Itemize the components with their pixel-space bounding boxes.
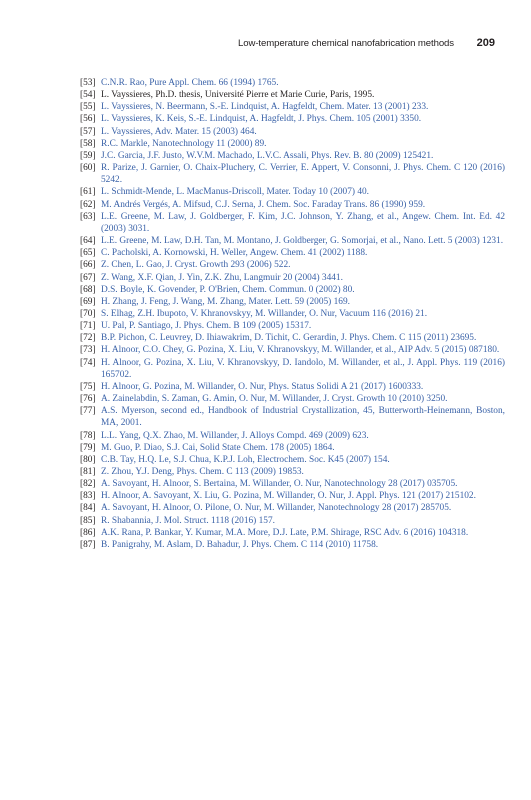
reference-item	[80, 162, 505, 186]
reference-number: [53]	[80, 78, 96, 88]
reference-number: [71]	[80, 321, 96, 332]
reference-item	[80, 126, 505, 138]
reference-link[interactable]: C.N.R. Rao, Pure Appl. Chem. 66 (1994) 1765.	[101, 78, 279, 88]
reference-number: [79]	[80, 442, 96, 453]
reference-link[interactable]: A.S. Myerson, second ed., Handbook of Industrial Crystallization, 45, Butterworth-Heinemann, Boston, MA, 2001.	[101, 406, 505, 429]
reference-link[interactable]: H. Alnoor, G. Pozina, X. Liu, V. Khranovskyy, D. Iandolo, M. Willander, et al., J. Appl. Phys. 119 (2016) 165702.	[101, 357, 505, 380]
reference-item	[80, 247, 505, 259]
reference-item	[80, 308, 505, 320]
reference-link[interactable]: U. Pal, P. Santiago, J. Phys. Chem. B 109 (2005) 15317.	[101, 321, 312, 332]
reference-number: [74]	[80, 357, 96, 368]
reference-link[interactable]: L. Vayssieres, K. Keis, S.-E. Lindquist, A. Hagfeldt, J. Phys. Chem. 105 (2001) 3350.	[101, 114, 422, 125]
reference-link[interactable]: A. Savoyant, H. Alnoor, O. Pilone, O. Nur, M. Willander, Nanotechnology 28 (2017) 285705.	[101, 503, 452, 514]
reference-item	[80, 515, 505, 527]
reference-number: [67]	[80, 272, 96, 283]
reference-number: [81]	[80, 467, 96, 477]
reference-link[interactable]: M. Andrés Vergés, A. Mifsud, C.J. Serna, J. Chem. Soc. Faraday Trans. 86 (1990) 959.	[101, 199, 426, 210]
reference-number: [80]	[80, 454, 96, 465]
page-number: 209	[476, 37, 495, 49]
reference-number: [68]	[80, 284, 96, 295]
reference-item	[80, 393, 505, 405]
reference-item	[80, 332, 505, 344]
reference-item	[80, 466, 505, 478]
reference-number: [77]	[80, 406, 96, 417]
reference-number: [83]	[80, 491, 96, 502]
reference-link[interactable]: S. Elhag, Z.H. Ibupoto, V. Khranovskyy, M. Willander, O. Nur, Vacuum 116 (2016) 21.	[101, 308, 428, 319]
reference-link[interactable]: R. Parize, J. Garnier, O. Chaix-Pluchery, C. Verrier, E. Appert, V. Consonni, J. Phys. Chem. C 120 (2016) 5242.	[101, 163, 505, 186]
reference-number: [65]	[80, 248, 96, 259]
reference-link[interactable]: M. Guo, P. Diao, S.J. Cai, Solid State Chem. 178 (2005) 1864.	[101, 442, 335, 453]
reference-number: [75]	[80, 381, 96, 392]
reference-item	[80, 186, 505, 198]
reference-item	[80, 284, 505, 296]
reference-link[interactable]: C.B. Tay, H.Q. Le, S.J. Chua, K.P.J. Loh, Electrochem. Soc. K45 (2007) 154.	[101, 454, 390, 465]
reference-link[interactable]: L. Vayssieres, Adv. Mater. 15 (2003) 464.	[101, 126, 257, 137]
reference-link[interactable]: L.E. Greene, M. Law, J. Goldberger, F. Kim, J.C. Johnson, Y. Zhang, et al., Angew. Chem. Int. Ed. 42 (2003) 3031.	[101, 211, 505, 234]
reference-number: [87]	[80, 539, 96, 550]
reference-item	[80, 539, 505, 551]
reference-number: [58]	[80, 138, 96, 149]
reference-item	[80, 344, 505, 356]
reference-item	[80, 211, 505, 235]
reference-link[interactable]: H. Alnoor, C.O. Chey, G. Pozina, X. Liu, V. Khranovskyy, M. Willander, et al., AIP Adv. 5 (2015) 087180.	[101, 345, 500, 356]
reference-number: [73]	[80, 345, 96, 356]
reference-item	[80, 199, 505, 211]
reference-link[interactable]: B. Panigrahy, M. Aslam, D. Bahadur, J. Phys. Chem. C 114 (2010) 11758.	[101, 539, 379, 550]
reference-number: [84]	[80, 503, 96, 514]
reference-item	[80, 320, 505, 332]
reference-link[interactable]: R.C. Markle, Nanotechnology 11 (2000) 89.	[101, 138, 267, 149]
reference-link[interactable]: Z. Wang, X.F. Qian, J. Yin, Z.K. Zhu, Langmuir 20 (2004) 3441.	[101, 272, 343, 283]
reference-link[interactable]: C. Pacholski, A. Kornowski, H. Weller, Angew. Chem. 41 (2002) 1188.	[101, 248, 368, 259]
running-header	[0, 38, 531, 54]
reference-link[interactable]: Z. Zhou, Y.J. Deng, Phys. Chem. C 113 (2009) 19853.	[101, 467, 304, 477]
reference-number: [55]	[80, 102, 96, 113]
reference-link[interactable]: A. Zainelabdin, S. Zaman, G. Amin, O. Nur, M. Willander, J. Cryst. Growth 10 (2010) 3250.	[101, 394, 448, 405]
reference-item	[80, 478, 505, 490]
reference-number: [63]	[80, 211, 96, 222]
reference-text: L. Vayssieres, Ph.D. thesis, Université Pierre et Marie Curie, Paris, 1995.	[101, 90, 375, 101]
reference-number: [56]	[80, 114, 96, 125]
reference-number: [86]	[80, 527, 96, 538]
reference-link[interactable]: D.S. Boyle, K. Govender, P. O'Brien, Chem. Commun. 0 (2002) 80.	[101, 284, 355, 295]
reference-number: [61]	[80, 187, 96, 198]
reference-item	[80, 430, 505, 442]
reference-number: [60]	[80, 163, 96, 174]
reference-link[interactable]: L.E. Greene, M. Law, D.H. Tan, M. Montano, J. Goldberger, G. Somorjai, et al., Nano. Lett. 5 (2003) 1231.	[101, 236, 504, 247]
reference-item	[80, 235, 505, 247]
reference-list	[80, 77, 505, 551]
reference-link[interactable]: L. Schmidt-Mende, L. MacManus-Driscoll, Mater. Today 10 (2007) 40.	[101, 187, 370, 198]
reference-item	[80, 454, 505, 466]
reference-item	[80, 138, 505, 150]
reference-link[interactable]: L. Vayssieres, N. Beermann, S.-E. Lindquist, A. Hagfeldt, Chem. Mater. 13 (2001) 233.	[101, 102, 429, 113]
reference-link[interactable]: A.K. Rana, P. Bankar, Y. Kumar, M.A. More, D.J. Late, P.M. Shirage, RSC Adv. 6 (2016) 104318.	[101, 527, 469, 538]
reference-item	[80, 259, 505, 271]
reference-item	[80, 381, 505, 393]
reference-link[interactable]: H. Zhang, J. Feng, J. Wang, M. Zhang, Mater. Lett. 59 (2005) 169.	[101, 296, 350, 307]
reference-item	[80, 405, 505, 429]
reference-item	[80, 442, 505, 454]
reference-number: [78]	[80, 430, 96, 441]
reference-number: [72]	[80, 333, 96, 344]
reference-number: [57]	[80, 126, 96, 137]
reference-number: [82]	[80, 479, 96, 490]
reference-item	[80, 296, 505, 308]
reference-link[interactable]: A. Savoyant, H. Alnoor, S. Bertaina, M. Willander, O. Nur, Nanotechnology 28 (2017) 035705.	[101, 479, 458, 490]
reference-item	[80, 150, 505, 162]
reference-item	[80, 357, 505, 381]
reference-link[interactable]: J.C. Garcia, J.F. Justo, W.V.M. Machado, L.V.C. Assali, Phys. Rev. B. 80 (2009) 125421.	[101, 150, 434, 161]
reference-item	[80, 89, 505, 101]
reference-link[interactable]: Z. Chen, L. Gao, J. Cryst. Growth 293 (2006) 522.	[101, 260, 291, 271]
reference-number: [64]	[80, 236, 96, 247]
reference-link[interactable]: H. Alnoor, G. Pozina, M. Willander, O. Nur, Phys. Status Solidi A 21 (2017) 1600333.	[101, 381, 424, 392]
reference-number: [85]	[80, 515, 96, 526]
reference-number: [66]	[80, 260, 96, 271]
reference-link[interactable]: L.L. Yang, Q.X. Zhao, M. Willander, J. Alloys Compd. 469 (2009) 623.	[101, 430, 369, 441]
reference-item	[80, 101, 505, 113]
reference-link[interactable]: H. Alnoor, A. Savoyant, X. Liu, G. Pozina, M. Willander, O. Nur, J. Appl. Phys. 121 (2017) 215102.	[101, 491, 476, 502]
reference-link[interactable]: R. Shabannia, J. Mol. Struct. 1118 (2016) 157.	[101, 515, 275, 526]
reference-item	[80, 527, 505, 539]
reference-link[interactable]: B.P. Pichon, C. Leuvrey, D. Ihiawakrim, D. Tichit, C. Gerardin, J. Phys. Chem. C 115 (2011) 23695.	[101, 333, 477, 344]
reference-item	[80, 113, 505, 125]
reference-number: [69]	[80, 296, 96, 307]
reference-number: [70]	[80, 308, 96, 319]
reference-item	[80, 77, 505, 89]
reference-item	[80, 272, 505, 284]
reference-number: [59]	[80, 150, 96, 161]
reference-number: [54]	[80, 90, 96, 101]
reference-number: [76]	[80, 394, 96, 405]
running-title: Low-temperature chemical nanofabrication methods	[238, 38, 454, 49]
reference-number: [62]	[80, 199, 96, 210]
reference-item	[80, 490, 505, 502]
reference-item	[80, 502, 505, 514]
